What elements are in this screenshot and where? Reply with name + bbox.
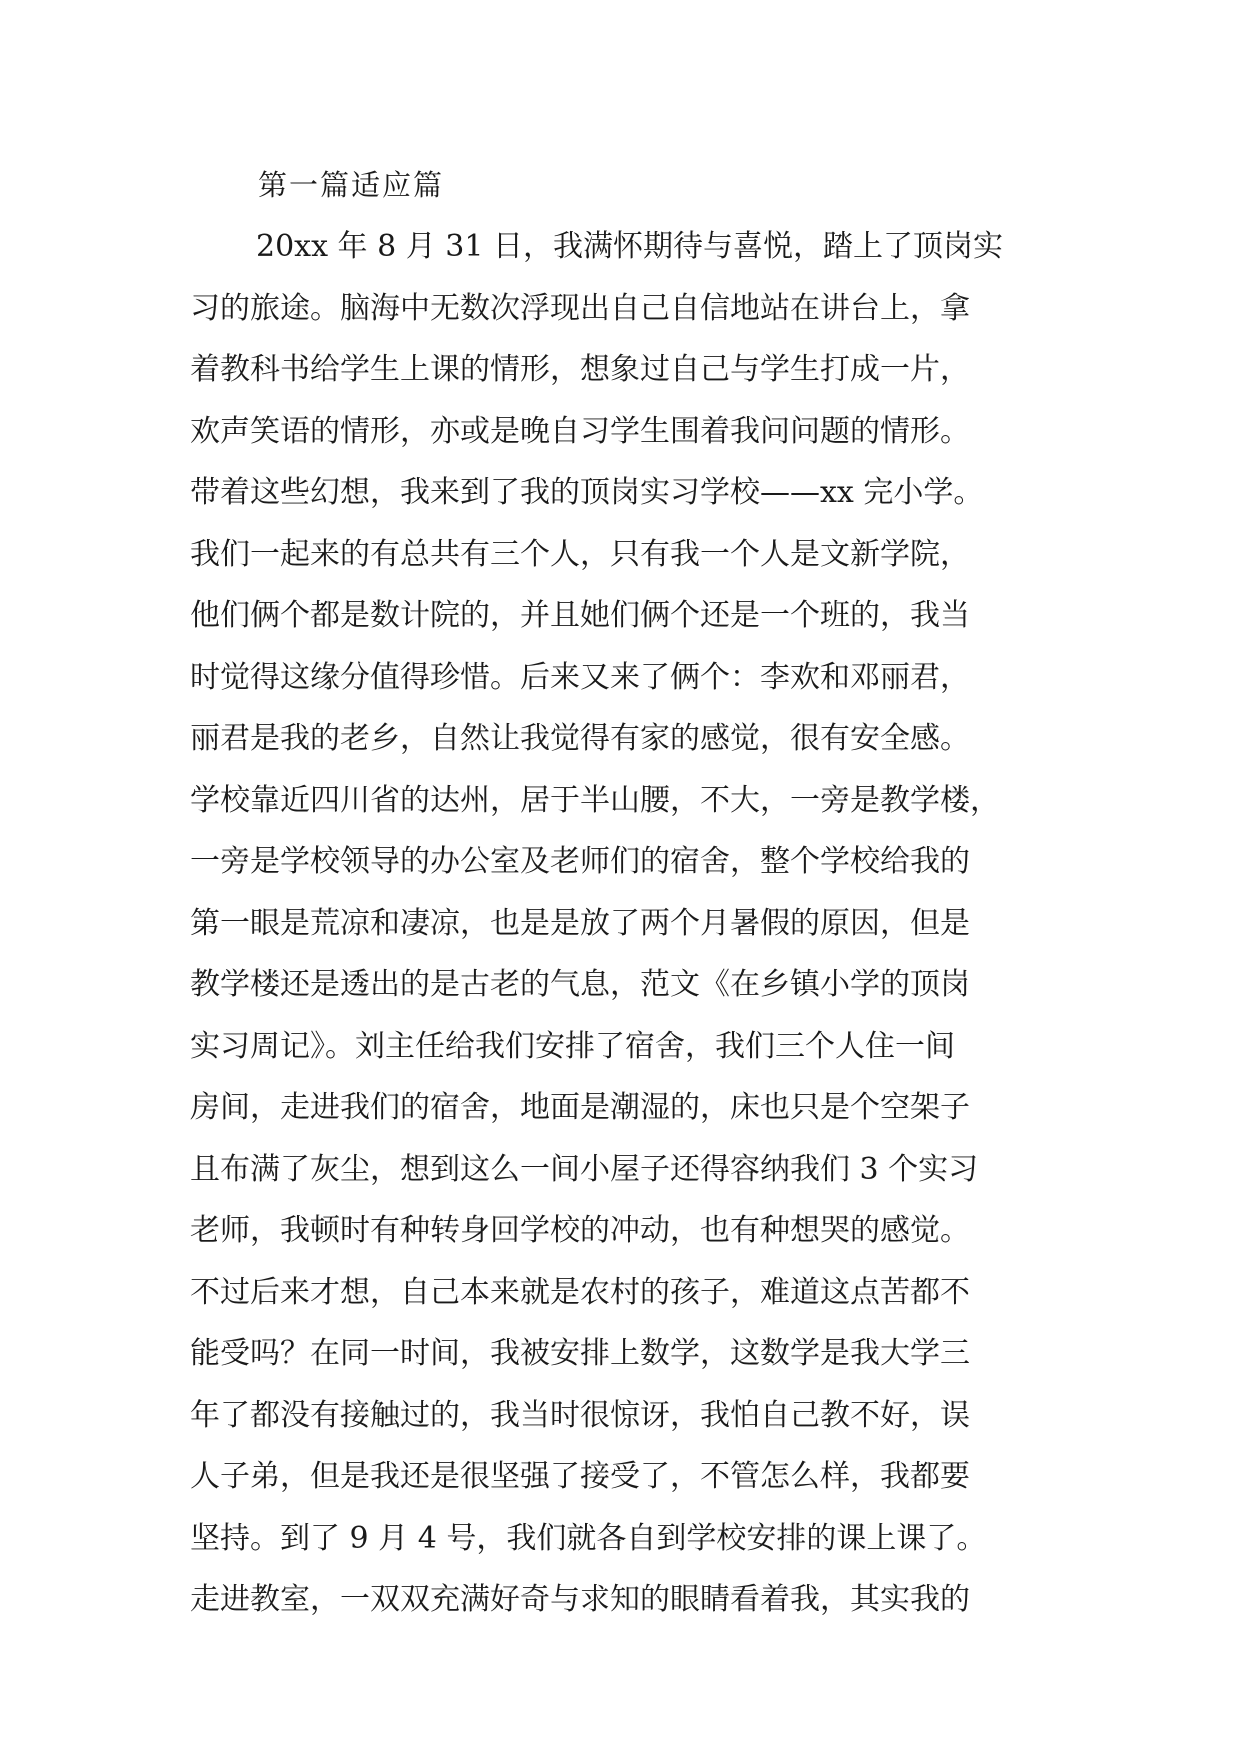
- text-line: 他们俩个都是数计院的，并且她们俩个还是一个班的，我当: [190, 598, 970, 633]
- text-line: 欢声笑语的情形，亦或是晚自习学生围着我问问题的情形。: [190, 413, 970, 449]
- text-line: 我们一起来的有总共有三个人，只有我一个人是文新学院，: [190, 536, 970, 572]
- text-line: 学校靠近四川省的达州，居于半山腰，不大，一旁是教学楼，: [190, 782, 1000, 818]
- text-line: 20xx 年 8 月 31 日，我满怀期待与喜悦，踏上了顶岗实: [256, 229, 1003, 264]
- text-line: 习的旅途。脑海中无数次浮现出自己自信地站在讲台上，拿: [190, 290, 970, 326]
- text-line: 老师，我顿时有种转身回学校的冲动，也有种想哭的感觉。: [190, 1213, 970, 1248]
- text-line: 丽君是我的老乡，自然让我觉得有家的感觉，很有安全感。: [190, 721, 970, 756]
- text-line: 时觉得这缘分值得珍惜。后来又来了俩个：李欢和邓丽君，: [190, 659, 970, 695]
- text-line: 且布满了灰尘，想到这么一间小屋子还得容纳我们 3 个实习: [190, 1151, 979, 1187]
- text-line: 教学楼还是透出的是古老的气息，范文《在乡镇小学的顶岗: [190, 967, 970, 1002]
- text-line: 实习周记》。刘主任给我们安排了宿舍，我们三个人住一间: [190, 1028, 955, 1064]
- text-line: 一旁是学校领导的办公室及老师们的宿舍，整个学校给我的: [190, 844, 970, 879]
- text-line: 第一眼是荒凉和凄凉，也是是放了两个月暑假的原因，但是: [190, 905, 970, 941]
- section-heading: 第一篇适应篇: [258, 168, 445, 202]
- text-line: 人子弟，但是我还是很坚强了接受了，不管怎么样，我都要: [190, 1459, 970, 1494]
- text-line: 房间，走进我们的宿舍，地面是潮湿的，床也只是个空架子: [190, 1090, 970, 1125]
- text-line: 年了都没有接触过的，我当时很惊讶，我怕自己教不好，误: [190, 1397, 970, 1433]
- text-line: 带着这些幻想，我来到了我的顶岗实习学校——xx 完小学。: [190, 475, 984, 510]
- text-line: 坚持。到了 9 月 4 号，我们就各自到学校安排的课上课了。: [190, 1520, 987, 1556]
- text-line: 能受吗？在同一时间，我被安排上数学，这数学是我大学三: [190, 1336, 970, 1371]
- body-text: [190, 216, 1070, 1631]
- text-line: 走进教室，一双双充满好奇与求知的眼睛看着我，其实我的: [190, 1582, 970, 1617]
- text-line: 不过后来才想，自己本来就是农村的孩子，难道这点苦都不: [190, 1274, 970, 1310]
- text-line: 着教科书给学生上课的情形，想象过自己与学生打成一片，: [190, 352, 970, 387]
